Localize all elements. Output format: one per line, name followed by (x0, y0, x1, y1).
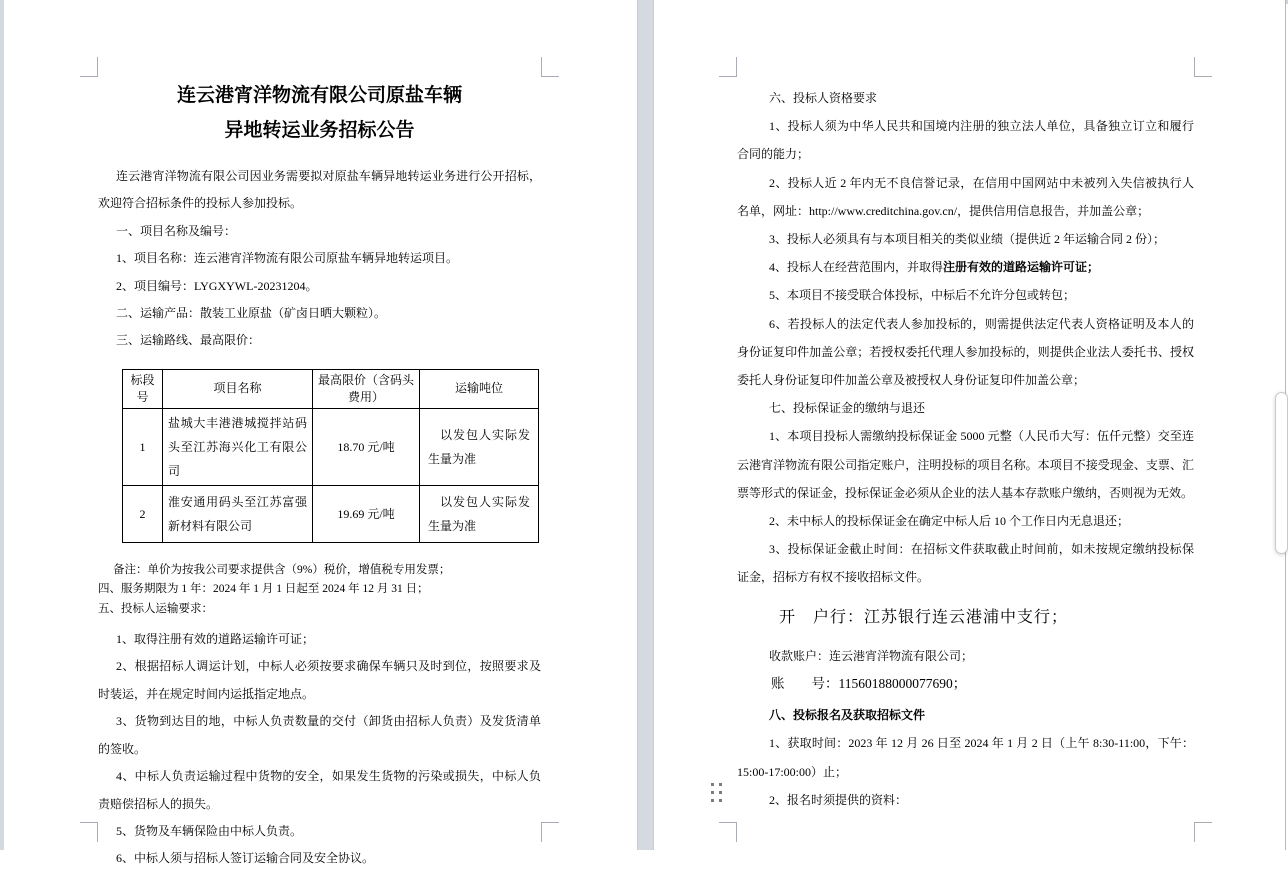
table-cell-tonnage: 以发包人实际发生量为准 (420, 485, 539, 542)
page-2-content (737, 84, 1194, 814)
paragraph: 5、货物及车辆保险由中标人负责。 (116, 823, 303, 838)
table-cell-name: 盐城大丰港港城搅拌站码头至江苏海兴化工有限公司 (163, 408, 313, 485)
table-cell-no: 1 (123, 408, 163, 485)
paragraph: 5、本项目不接受联合体投标，中标后不允许分包或转包； (769, 288, 1076, 303)
paragraph: 备注：单价为按我公司要求提供含（9%）税价，增值税专用发票； (113, 563, 451, 576)
paragraph: 六、投标人资格要求 (769, 91, 878, 105)
table-cell-no: 2 (123, 485, 163, 542)
paragraph: 1、获取时间：2023 年 12 月 26 日至 2024 年 1 月 2 日（上午 8:30-11:00，下午：15:00-17:00:00）止； (737, 736, 1194, 779)
vertical-scrollbar-thumb[interactable] (1275, 392, 1288, 554)
crop-mark-page2-bottom-right (1194, 822, 1212, 842)
paragraph: 2、未中标人的投标保证金在确定中标人后 10 个工作日内无息退还； (769, 514, 1130, 529)
crop-mark-page1-top-right (541, 57, 559, 77)
table-cell-tonnage: 以发包人实际发生量为准 (420, 408, 539, 485)
paragraph: 6、中标人须与招标人签订运输合同及安全协议。 (116, 851, 375, 866)
page-2[interactable] (654, 0, 1285, 846)
crop-mark-page1-bottom-left (80, 822, 98, 842)
paragraph: 3、投标保证金截止时间：在招标文件获取截止时间前，如未按规定缴纳投标保证金，招标方有权不接收招标文件。 (737, 542, 1194, 585)
paragraph: 五、投标人运输要求： (98, 602, 213, 615)
price-table-header-price: 最高限价（含码头费用） (313, 369, 420, 408)
paragraph: 收款账户：连云港宵洋物流有限公司； (769, 648, 974, 663)
paragraph: 八、投标报名及获取招标文件 (769, 708, 926, 723)
paragraph: 2、项目编号：LYGXYWL-20231204。 (116, 278, 318, 293)
page-gap (637, 0, 654, 850)
paragraph: 4、中标人负责运输过程中货物的安全，如果发生货物的污染或损失，中标人负责赔偿招标人的损失。 (98, 769, 541, 811)
price-table-header-name: 项目名称 (163, 369, 313, 408)
document-title-line-2: 异地转运业务招标公告 (224, 120, 415, 141)
price-table-header-tonnage: 运输吨位 (420, 369, 539, 408)
table-cell-price: 18.70 元/吨 (313, 408, 420, 485)
paragraph: 1、取得注册有效的道路运输许可证； (116, 632, 315, 647)
paragraph: 1、本项目投标人需缴纳投标保证金 5000 元整（人民币大写：伍仟元整）交至连云港宵洋物流有限公司指定账户，注明投标的项目名称。本项目不接受现金、支票、汇票等形式的保证金，投标保证金必须从企业的法人基本存款账户缴纳，否则视为无效。 (737, 429, 1194, 500)
paragraph: 1、项目名称：连云港宵洋物流有限公司原盐车辆异地转运项目。 (116, 251, 459, 266)
paragraph: 3、投标人必须具有与本项目相关的类似业绩（提供近 2 年运输合同 2 份）； (769, 232, 1166, 247)
intro-and-project-info (98, 163, 541, 355)
crop-mark-page2-top-right (1194, 57, 1212, 77)
crop-mark-page1-top-left (80, 57, 98, 77)
price-table-header-section: 标段号 (123, 369, 163, 408)
paragraph: 6、若投标人的法定代表人参加投标的，则需提供法定代表人资格证明及本人的身份证复印件加盖公章；若授权委托代理人参加投标的，则提供企业法人委托书、授权委托人身份证复印件加盖公章及被授权人身份证复印件加盖公章； (737, 316, 1194, 388)
transport-requirements-list (98, 626, 541, 873)
paragraph: 1、投标人须为中华人民共和国境内注册的独立法人单位，具备独立订立和履行合同的能力； (737, 119, 1194, 162)
left-gutter (0, 0, 4, 850)
table-cell-price: 19.69 元/吨 (313, 485, 420, 542)
paragraph: 3、货物到达目的地，中标人负责数量的交付（卸货由招标人负责）及发货清单的签收。 (98, 714, 541, 756)
crop-mark-page1-bottom-right (541, 822, 559, 842)
drag-dots-icon[interactable] (711, 783, 723, 804)
paragraph: 二、运输产品：散装工业原盐（矿卤日晒大颗粒）。 (116, 306, 387, 321)
paragraph: 开 户行：江苏银行连云港浦中支行； (779, 608, 1069, 626)
page-1-content (98, 78, 541, 873)
table-cell-name: 淮安通用码头至江苏富强新材料有限公司 (163, 485, 313, 542)
document-title-line-1: 连云港宵洋物流有限公司原盐车辆 (176, 85, 462, 106)
paragraph: 一、项目名称及编号： (116, 223, 237, 238)
paragraph: 四、服务期限为 1 年：2024 年 1 月 1 日起至 2024 年 12 月 31 日； (98, 583, 429, 596)
paragraph: 2、根据招标人调运计划，中标人必须按要求确保车辆只及时到位，按照要求及时装运，并在规定时间内运抵指定地点。 (98, 659, 541, 701)
table-row (123, 408, 539, 485)
paragraph: 七、投标保证金的缴纳与退还 (769, 401, 926, 416)
paragraph: 2、报名时须提供的资料： (769, 792, 908, 807)
crop-mark-page2-top-left (719, 57, 737, 77)
price-table (122, 369, 539, 543)
paragraph: 2、投标人近 2 年内无不良信誉记录，在信用中国网站中未被列入失信被执行人名单，网址：http://www.creditchina.gov.cn/，提供信用信息报告，并加盖公章； (737, 175, 1194, 218)
price-table-header-row (123, 369, 539, 408)
paragraph: 连云港宵洋物流有限公司因业务需要拟对原盐车辆异地转运业务进行公开招标，欢迎符合招标条件的投标人参加投标。 (98, 169, 541, 211)
paragraph: 账 号：11560188000077690； (771, 676, 967, 692)
paragraph: 4、投标人在经营范围内，并取得注册有效的道路运输许可证； (769, 260, 1100, 275)
remarks-block (98, 561, 541, 619)
crop-mark-page2-bottom-left (719, 822, 737, 842)
page-1[interactable] (4, 0, 637, 866)
document-title (98, 78, 541, 148)
paragraph: 三、运输路线、最高限价： (116, 333, 261, 348)
table-row (123, 485, 539, 542)
